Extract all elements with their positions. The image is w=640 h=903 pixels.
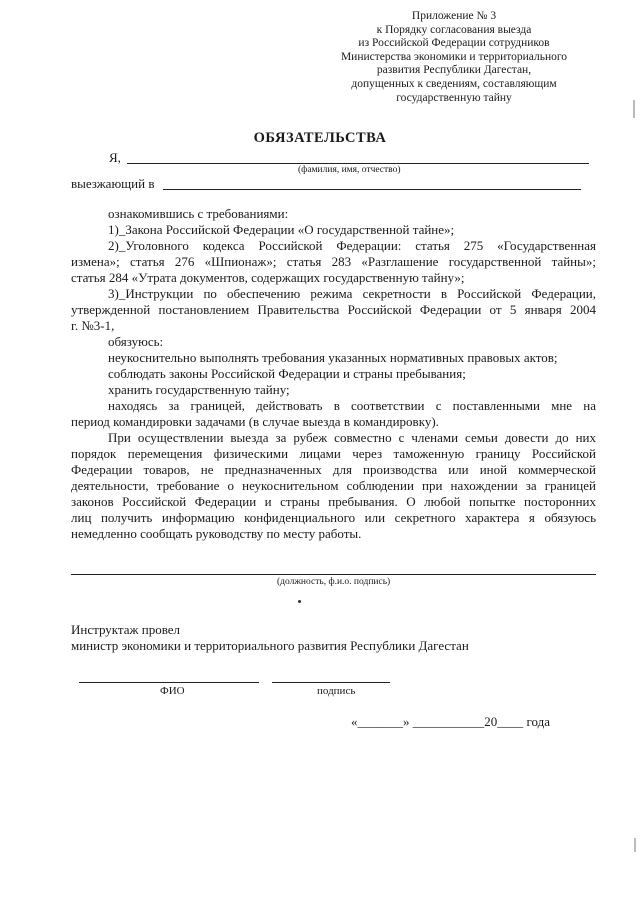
fio-field-line[interactable] — [127, 163, 589, 164]
obligation-item: находясь за границей, действовать в соответствии с поставленными мне на — [108, 398, 596, 413]
appendix-line: развития Республики Дагестан, — [376, 64, 532, 77]
sign-label: подпись — [317, 685, 356, 697]
appendix-line: допущенных к сведениям, составляющим — [351, 77, 557, 90]
requirement-item-2-line: статья 284 «Утрата документов, содержащих государственную тайну»; — [71, 270, 465, 285]
instruction-line: министр экономики и территориального развития Республики Дагестан — [71, 638, 469, 653]
requirement-item-3-line: 3)_Инструкции по обеспечению режима секретности в Российской Федерации, — [108, 286, 596, 301]
requirement-item-2-line: измена»; статья 276 «Шпионаж»; статья 283 «Разглашение государственной тайны»; — [71, 254, 596, 269]
ya-label: Я, — [109, 150, 121, 165]
scan-artifact — [634, 838, 636, 852]
requirement-item-3-line: утвержденной постановлением Правительства Российской Федерации от 5 января 2004 — [71, 302, 596, 317]
obligation-item: неукоснительно выполнять требования указанных нормативных правовых актов; — [108, 350, 558, 365]
paragraph-line: При осуществлении выезда за рубеж совместно с членами семьи довести до них — [108, 430, 596, 445]
paragraph-line: деятельности, требование о неукоснительном соблюдении при нахождении за границей — [71, 478, 596, 493]
obligation-item: соблюдать законы Российской Федерации и страны пребывания; — [108, 366, 466, 381]
fio-label: ФИО — [160, 685, 185, 697]
requirement-item-1: 1)_Закона Российской Федерации «О государственной тайне»; — [108, 222, 455, 237]
leaving-to-label: выезжающий в — [71, 176, 155, 191]
instruction-line: Инструктаж провел — [71, 622, 181, 637]
document-title: ОБЯЗАТЕЛЬСТВА — [253, 130, 387, 146]
requirement-item-2-line: 2)_Уголовного кодекса Российской Федерации: статья 275 «Государственная — [108, 238, 596, 253]
obligation-item: хранить государственную тайну; — [108, 382, 290, 397]
instructor-sign-line[interactable] — [272, 682, 390, 683]
appendix-line: Приложение № 3 — [411, 10, 497, 22]
appendix-line: из Российской Федерации сотрудников — [358, 37, 550, 50]
paragraph-line: порядок перемещения физическими лицами через таможенную границу Российской — [71, 446, 596, 461]
appendix-line: к Порядку согласования выезда — [376, 23, 532, 36]
scan-artifact — [633, 100, 635, 118]
appendix-block — [320, 10, 588, 105]
destination-field-line[interactable] — [163, 189, 581, 190]
appendix-line: Министерства экономики и территориального — [340, 50, 568, 63]
paragraph-line: законов Российской Федерации и страны пребывания. О любой попытке посторонних — [71, 494, 596, 509]
requirement-item-3-line: г. №3-1, — [71, 318, 115, 333]
date-field[interactable]: «_______» ___________20____ года — [351, 714, 551, 729]
appendix-line: государственную тайну — [396, 91, 512, 104]
fio-caption: (фамилия, имя, отчество) — [298, 165, 401, 175]
paragraph-line: Федерации товаров, не предназначенных для производства или иной коммерческой — [71, 462, 596, 477]
signature-field-line[interactable] — [71, 574, 596, 575]
obligation-item: период командировки задачами (в случае выезда в командировку). — [71, 414, 439, 429]
paragraph-line: немедленно сообщать руководству по месту работы. — [71, 526, 362, 541]
paragraph-line: лиц получить информацию конфиденциального или секретного характера я обязуюсь — [71, 510, 596, 525]
scan-speck — [298, 600, 301, 603]
intro-text: ознакомившись с требованиями: — [108, 206, 289, 221]
instructor-fio-line[interactable] — [79, 682, 259, 683]
obligation-heading: обязуюсь: — [108, 334, 164, 349]
signature-caption: (должность, ф.и.о. подпись) — [277, 577, 391, 587]
